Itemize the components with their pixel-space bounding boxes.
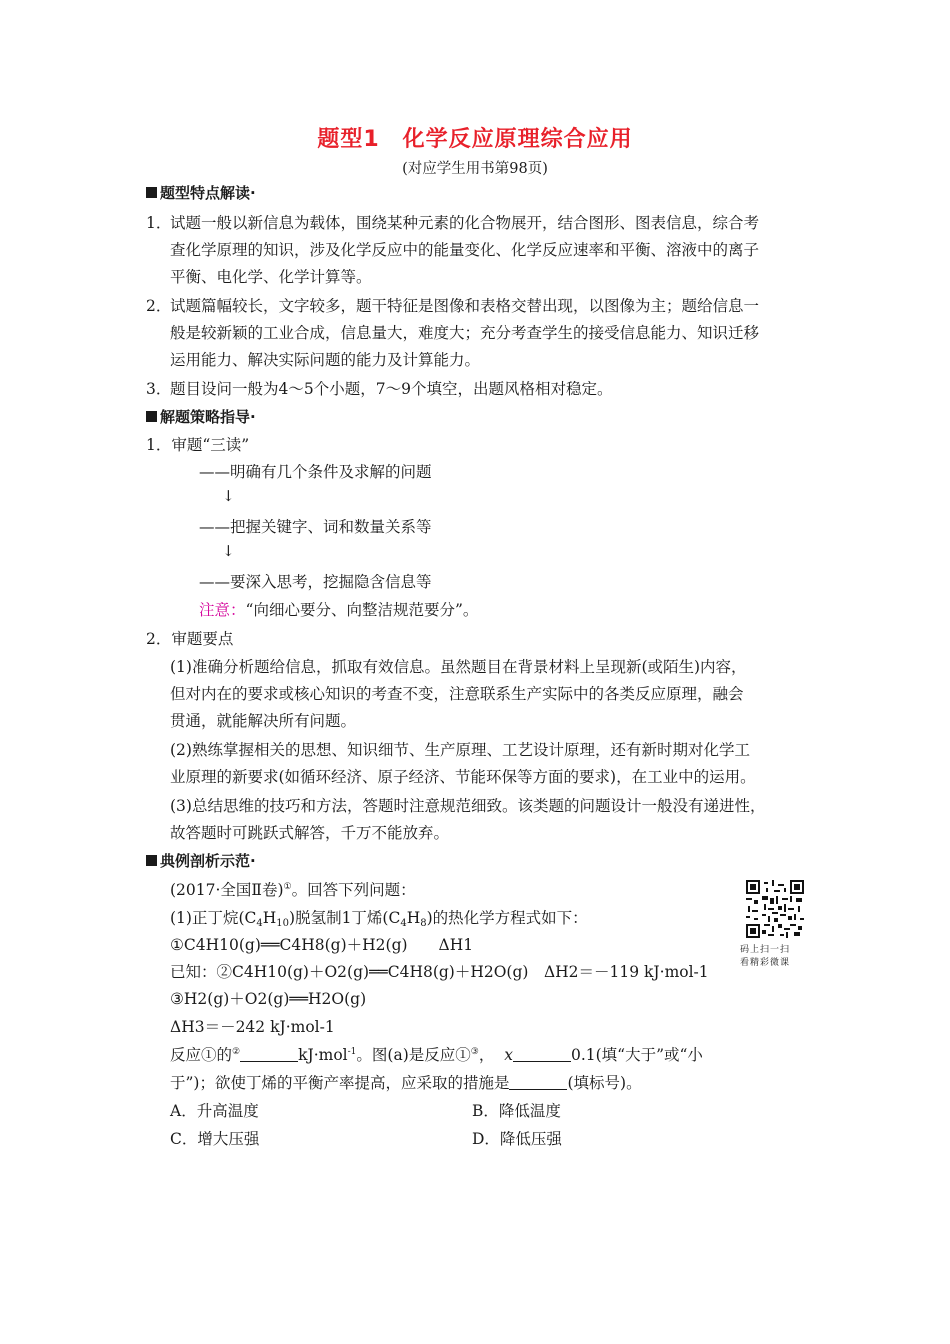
equation-3: ③H2(g)＋O2(g)══H2O(g)	[170, 990, 367, 1008]
option-b: B．降低温度	[472, 1102, 561, 1120]
strategy-point-1-line-3: 贯通，就能解决所有问题。	[170, 712, 357, 730]
strategy-heading-2: 2．审题要点	[146, 630, 234, 648]
note-label: 注意：	[199, 601, 246, 619]
read-step-2: ——把握关键字、词和数量关系等	[199, 518, 432, 536]
option-d: D．降低压强	[472, 1130, 562, 1148]
answer-blank[interactable]	[513, 1047, 571, 1062]
example-question-1: (1)正丁烷$(C_4H_{10})$脱氢制1丁烯$(C_4H_8)$的热化学方程式如下：	[170, 909, 588, 929]
feature-item-2: 2．试题篇幅较长，文字较多，题干特征是图像和表格交替出现，以图像为主；题给信息一	[146, 297, 760, 315]
square-bullet-icon	[146, 411, 157, 422]
page-title: 题型1 化学反应原理综合应用	[317, 127, 633, 152]
example-source: (2017·全国Ⅱ卷)①。回答下列问题：	[170, 881, 416, 899]
strategy-point-2-line-2: 业原理的新要求(如循环经济、原子经济、节能环保等方面的要求)，在工业中的运用。	[170, 768, 756, 786]
section-heading-strategy: 解题策略指导·	[146, 406, 256, 427]
section-heading-example: 典例剖析示范·	[146, 850, 256, 871]
qr-caption-2: 看精彩微课	[740, 958, 791, 968]
equation-1: ①C4H10(g)══C4H8(g)＋H2(g) ΔH1	[170, 936, 474, 954]
strategy-point-3-line-2: 故答题时可跳跃式解答，千万不能放弃。	[170, 824, 450, 842]
arrow-down-icon: ↓	[222, 487, 235, 505]
feature-item-2-line-2: 般是较新颖的工业合成，信息量大，难度大；充分考查学生的接受信息能力、知识迁移	[170, 324, 760, 342]
strategy-point-2: (2)熟练掌握相关的思想、知识细节、生产原理、工艺设计原理，还有新时期对化学工	[170, 741, 750, 759]
read-step-3: ——要深入思考，挖掘隐含信息等	[199, 573, 432, 591]
feature-item-2-line-3: 运用能力、解决实际问题的能力及计算能力。	[170, 351, 481, 369]
strategy-point-1: (1)准确分析题给信息，抓取有效信息。虽然题目在背景材料上呈现新(或陌生)内容，	[170, 658, 747, 676]
feature-item-1-line-2: 查化学原理的知识，涉及化学反应中的能量变化、化学反应速率和平衡、溶液中的离子	[170, 241, 760, 259]
answer-blank[interactable]	[240, 1047, 298, 1062]
equation-4: ΔH3＝－242 kJ·mol-1	[170, 1018, 335, 1036]
answer-blank[interactable]	[509, 1075, 567, 1090]
square-bullet-icon	[146, 187, 157, 198]
arrow-down-icon: ↓	[222, 542, 235, 560]
qr-code-icon[interactable]	[746, 880, 804, 938]
qr-caption-1: 码上扫一扫	[740, 945, 791, 955]
option-a: A．升高温度	[170, 1102, 259, 1120]
question-line-1: 反应①的② kJ·mol$^{-1}$。图(a)是反应①③， x 0.1(填“大于”或“小	[170, 1046, 703, 1064]
option-c: C．增大压强	[170, 1130, 260, 1148]
section-heading-features: 题型特点解读·	[146, 182, 256, 203]
question-line-2: 于”)；欲使丁烯的平衡产率提高，应采取的措施是 (填标号)。	[170, 1074, 642, 1092]
read-step-1: ——明确有几个条件及求解的问题	[199, 463, 432, 481]
strategy-point-1-line-2: 但对内在的要求或核心知识的考查不变，注意联系生产实际中的各类反应原理，融会	[170, 685, 744, 703]
strategy-heading-1: 1．审题“三读”	[146, 436, 250, 454]
square-bullet-icon	[146, 855, 157, 866]
page-subtitle: (对应学生用书第98页)	[402, 161, 548, 177]
feature-item-1-line-3: 平衡、电化学、化学计算等。	[170, 268, 372, 286]
feature-item-3: 3．题目设问一般为4～5个小题，7～9个填空，出题风格相对稳定。	[146, 380, 613, 398]
strategy-point-3: (3)总结思维的技巧和方法，答题时注意规范细致。该类题的问题设计一般没有递进性，	[170, 797, 766, 815]
equation-2: 已知：②C4H10(g)＋O2(g)══C4H8(g)＋H2O(g) ΔH2＝－119 kJ·mol-1	[170, 963, 709, 981]
feature-item-1: 1．试题一般以新信息为载体，围绕某种元素的化合物展开，结合图形、图表信息，综合考	[146, 214, 760, 232]
note-line: 注意：“向细心要分、向整洁规范要分”。	[199, 601, 479, 619]
